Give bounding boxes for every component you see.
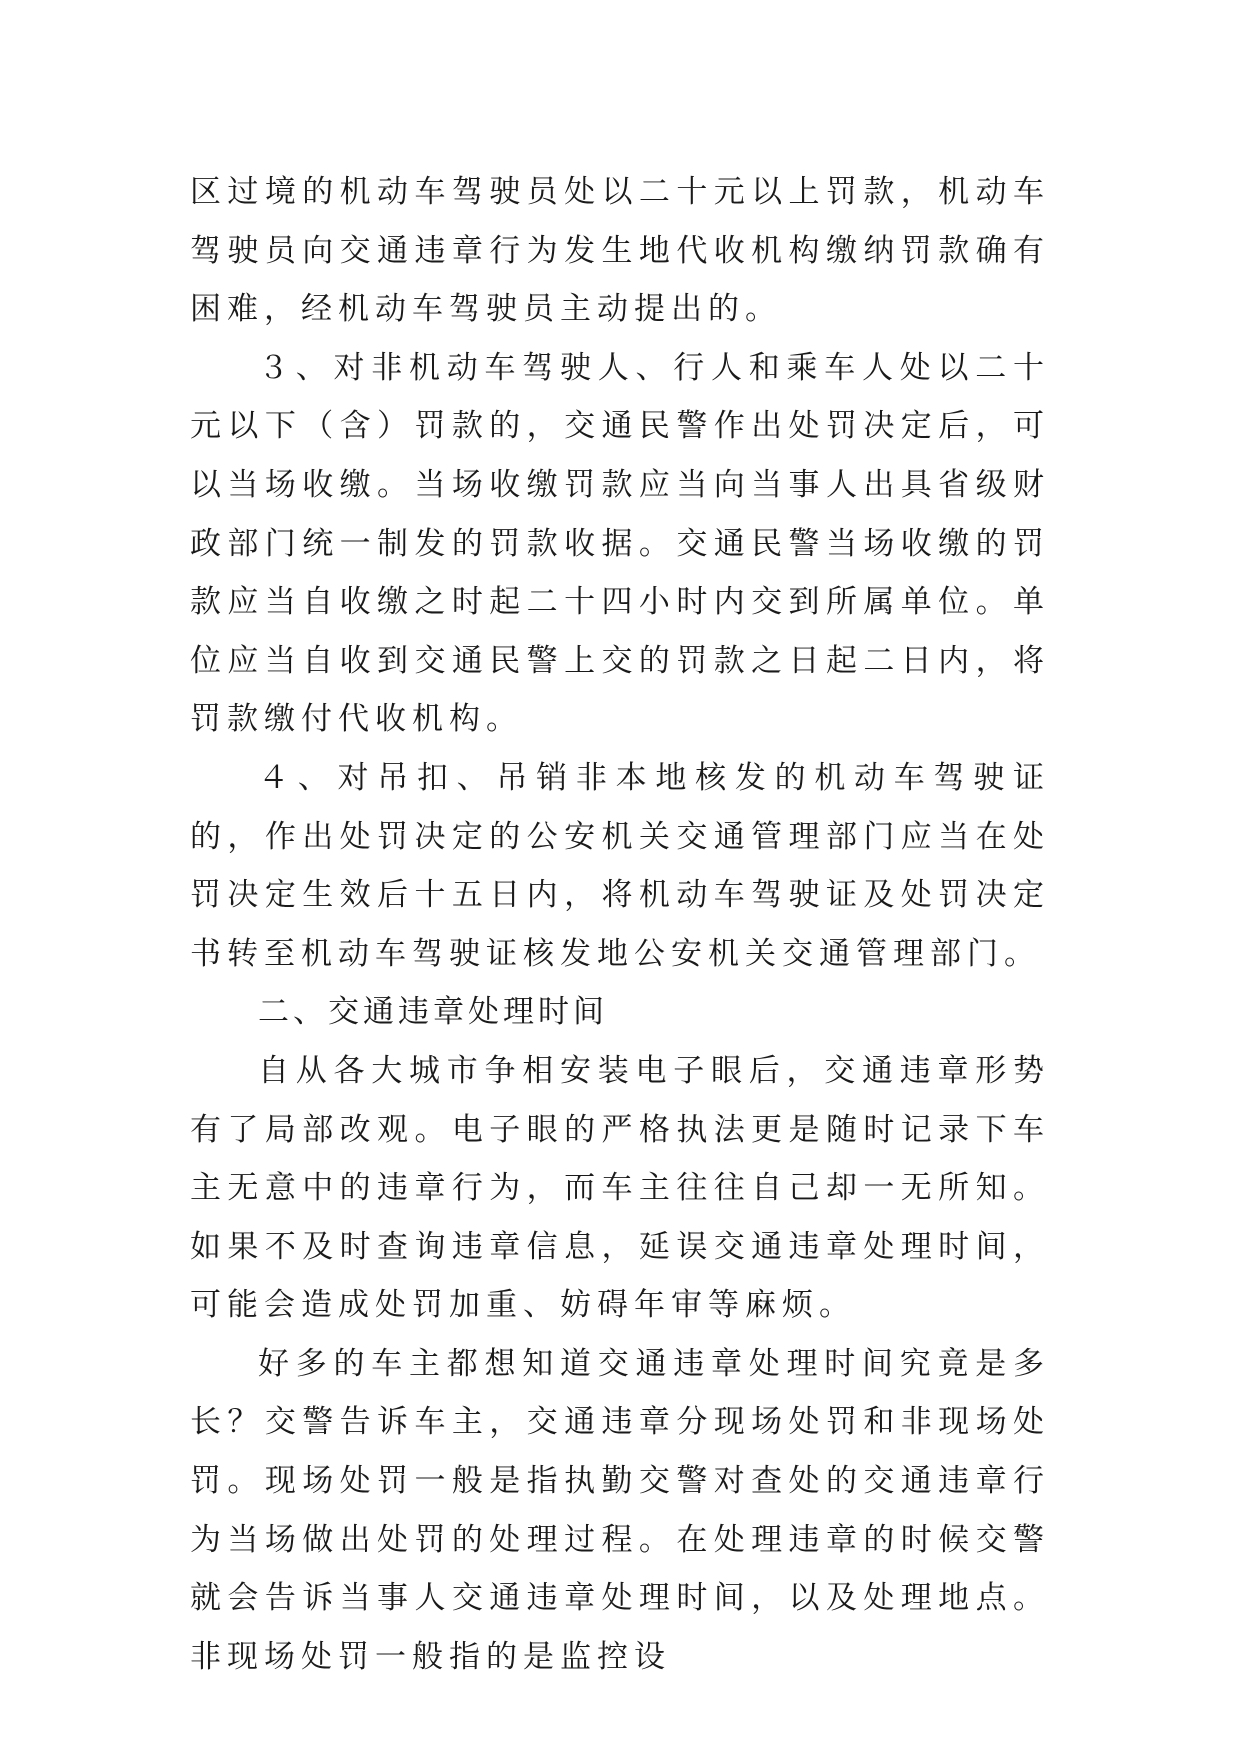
document-body bbox=[190, 163, 1050, 1686]
section-heading: 二、交通违章处理时间 bbox=[258, 994, 608, 1031]
paragraph-item-3: ３、对非机动车驾驶人、行人和乘车人处以二十元以下（含）罚款的，交通民警作出处罚决定后，可以当场收缴。当场收缴罚款应当向当事人出具省级财政部门统一制发的罚款收据。交通民警当场收缴的罚款应当自收缴之时起二十四小时内交到所属单位。单位应当自收到交通民警上交的罚款之日起二日内，将罚款缴付代收机构。 bbox=[190, 349, 1050, 738]
paragraph-continuation: 区过境的机动车驾驶员处以二十元以上罚款，机动车驾驶员向交通违章行为发生地代收机构缴纳罚款确有困难，经机动车驾驶员主动提出的。 bbox=[190, 174, 1050, 328]
paragraph-item-4: ４、对吊扣、吊销非本地核发的机动车驾驶证的，作出处罚决定的公安机关交通管理部门应当在处罚决定生效后十五日内，将机动车驾驶证及处罚决定书转至机动车驾驶证核发地公安机关交通管理部门。 bbox=[190, 759, 1050, 972]
paragraph-electronic-eye: 自从各大城市争相安装电子眼后，交通违章形势有了局部改观。电子眼的严格执法更是随时记录下车主无意中的违章行为，而车主往往自己却一无所知。如果不及时查询违章信息，延误交通违章处理时间，可能会造成处罚加重、妨碍年审等麻烦。 bbox=[190, 1052, 1050, 1324]
paragraph-processing-time: 好多的车主都想知道交通违章处理时间究竟是多长？交警告诉车主，交通违章分现场处罚和非现场处罚。现场处罚一般是指执勤交警对查处的交通违章行为当场做出处罚的处理过程。在处理违章的时候交警就会告诉当事人交通违章处理时间，以及处理地点。非现场处罚一般指的是监控设 bbox=[190, 1345, 1050, 1675]
